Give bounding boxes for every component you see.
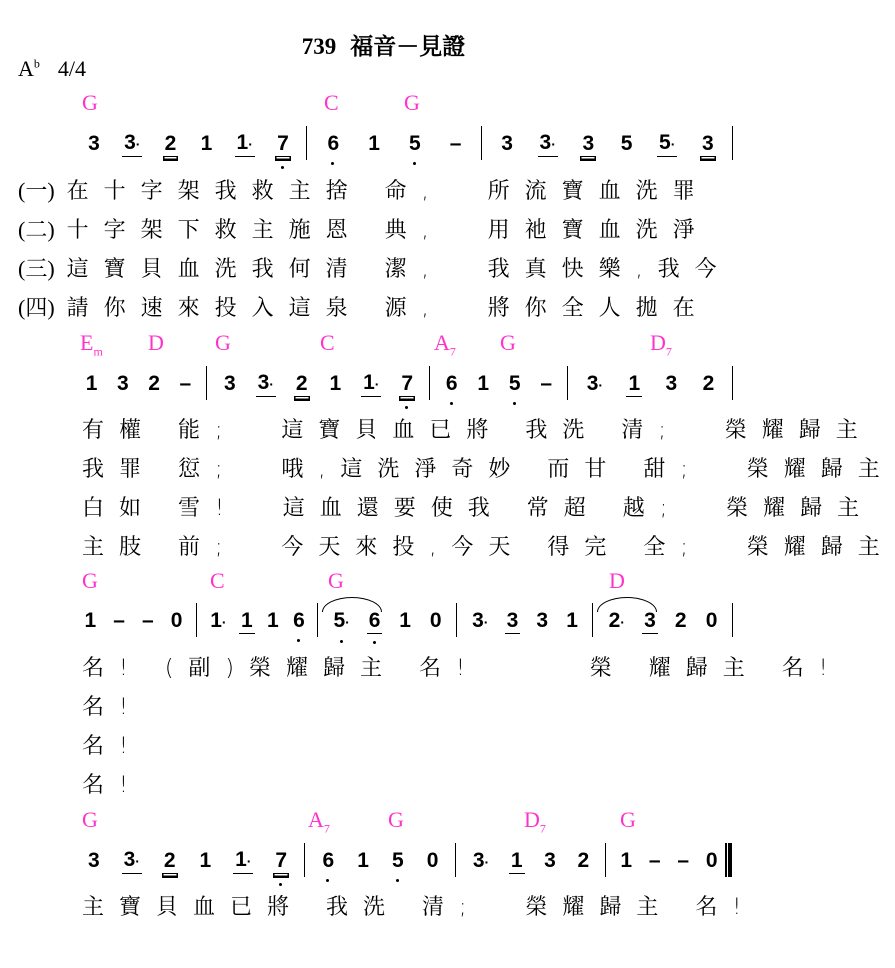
note-digit: 3 (472, 848, 485, 872)
note-digit: 2 (164, 131, 177, 155)
note (425, 849, 441, 873)
augmentation-dot: · (483, 613, 489, 630)
augmentation-dot: · (374, 376, 380, 392)
lyric-text: 有權 能; 這寶貝血已將 我洗 清; 榮耀歸主 (82, 418, 873, 443)
note (84, 372, 100, 396)
measure (456, 843, 606, 879)
note (294, 372, 310, 397)
note-digit: 1 (368, 132, 380, 155)
chord-root: C (210, 568, 225, 593)
key-signature (18, 56, 86, 82)
augmentation-dot: · (620, 613, 625, 630)
measure (197, 603, 318, 639)
note-digit: 1 (235, 848, 247, 871)
chord-symbol (650, 330, 672, 359)
note (580, 132, 596, 157)
augmentation-dot: · (345, 613, 350, 630)
low-octave-dot (340, 640, 343, 643)
measure (70, 603, 197, 639)
note (86, 849, 102, 873)
note (470, 609, 490, 634)
hymn-number: 739 (301, 34, 337, 59)
chord-symbol (215, 330, 231, 356)
chord-symbol (80, 330, 103, 359)
note (326, 132, 342, 156)
augmentation-dot: · (598, 376, 604, 393)
note (664, 372, 680, 396)
note-digit: 1 (477, 372, 490, 395)
measure (482, 126, 733, 162)
note (162, 849, 178, 874)
note (505, 609, 521, 634)
note-digit: 3 (223, 372, 236, 395)
note (647, 849, 663, 873)
measure (70, 126, 307, 162)
note (673, 609, 689, 633)
note-digit: 5 (409, 132, 421, 155)
lyric-line (18, 252, 732, 283)
note-digit: 6 (293, 609, 305, 632)
low-octave-dot (326, 879, 329, 882)
chord-symbol (324, 90, 339, 116)
note (122, 848, 142, 874)
measure (307, 126, 482, 162)
lyric-text: 白如 雪! 這血還要使我 常超 越; 榮耀歸主 (82, 496, 875, 521)
note-digit: 1 (240, 608, 253, 632)
note (585, 372, 605, 397)
note-digit: 1 (236, 131, 249, 154)
note (471, 849, 491, 874)
bar-line (732, 126, 734, 160)
note-digit: 2 (608, 608, 621, 632)
chord-root: G (500, 330, 516, 355)
note (701, 372, 717, 396)
chord-suffix: 7 (539, 821, 546, 836)
note-digit: 3 (665, 372, 678, 395)
chord-suffix: m (93, 344, 103, 359)
lyric-text: 主寶貝血已將 我洗 清; 榮耀歸主 名! (82, 895, 757, 920)
note (163, 132, 179, 157)
lyric-text: 請你速來投入這泉 源, 將你全人拋在 (66, 296, 710, 321)
note-digit: – (449, 132, 462, 155)
chord-symbol (328, 568, 344, 594)
lyric-text: 我罪 愆; 哦,這洗淨奇妙 而甘 甜; 榮耀歸主 (82, 457, 895, 482)
lyric-line (82, 768, 143, 799)
chord-root: E (80, 330, 94, 355)
lyric-line (82, 651, 843, 682)
measure (70, 366, 207, 402)
chord-symbol (500, 330, 516, 356)
augmentation-dot: · (269, 376, 274, 392)
note (399, 372, 415, 397)
note (704, 849, 720, 873)
bar-line (732, 366, 734, 400)
note-digit: – (113, 609, 125, 632)
note-digit: 0 (705, 609, 718, 632)
low-octave-dot (279, 883, 282, 886)
key-flat: b (33, 56, 40, 71)
augmentation-dot: · (221, 613, 227, 630)
lyric-text: 名! (82, 773, 143, 798)
note-digit: 3 (124, 131, 136, 154)
chord-root: C (320, 330, 335, 355)
note-digit: 0 (426, 849, 439, 872)
lyric-text: 名! (82, 695, 143, 720)
note (111, 609, 127, 633)
note (239, 609, 255, 634)
chord-symbol (434, 330, 456, 359)
chord-symbol (82, 90, 98, 116)
note (367, 609, 383, 634)
augmentation-dot: · (246, 853, 252, 869)
verse-label: (四) (18, 295, 55, 320)
note-digit: 3 (544, 849, 556, 872)
note-digit: 7 (277, 131, 289, 155)
note (273, 849, 289, 874)
note-digit: 3 (87, 849, 100, 872)
note-digit: 1 (620, 849, 633, 872)
chord-root: G (388, 807, 404, 832)
note-digit: 5 (333, 608, 346, 632)
measure (568, 366, 733, 402)
note-digit: 5 (508, 372, 521, 395)
note (233, 848, 253, 874)
measure (593, 603, 733, 639)
chord-symbol (609, 568, 625, 594)
note (265, 609, 281, 633)
verse-label: (一) (18, 178, 55, 203)
note (507, 372, 523, 396)
low-octave-dot (331, 162, 334, 165)
note (538, 131, 558, 157)
staff-line (70, 126, 733, 162)
note-digit: 2 (163, 848, 176, 872)
note (657, 131, 677, 157)
note (140, 609, 156, 633)
augmentation-dot: · (551, 136, 556, 152)
note-digit: 1 (210, 608, 222, 632)
augmentation-dot: · (135, 136, 141, 152)
low-octave-dot (513, 402, 516, 405)
note-digit: 2 (295, 371, 308, 395)
note (355, 849, 371, 873)
chord-root: G (82, 568, 98, 593)
low-octave-dot (413, 162, 416, 165)
note-digit: 3 (644, 608, 656, 632)
chord-symbol (82, 568, 98, 594)
note (626, 372, 642, 397)
chord-root: G (82, 90, 98, 115)
chord-symbol (404, 90, 420, 116)
note (256, 371, 276, 397)
staff-line (70, 603, 733, 639)
note-digit: 6 (445, 372, 458, 395)
note (390, 849, 406, 873)
chord-root: G (620, 807, 636, 832)
note-digit: 2 (674, 609, 687, 632)
chord-suffix: 7 (323, 821, 330, 836)
note (704, 609, 720, 633)
chord-symbol (210, 568, 225, 594)
chord-symbol (82, 807, 98, 833)
time-signature: 4/4 (57, 56, 87, 81)
note-digit: 1 (85, 372, 98, 395)
note-digit: 6 (322, 849, 335, 872)
note (197, 849, 213, 873)
note-digit: – (142, 609, 154, 632)
measure (430, 366, 568, 402)
chord-root: G (215, 330, 231, 355)
note-digit: 5 (659, 131, 671, 154)
note-digit: 1 (199, 849, 212, 872)
lyric-text: 這寶貝血洗我何清 潔, 我真快樂,我今 (66, 257, 732, 282)
note (86, 132, 102, 156)
low-octave-dot (396, 879, 399, 882)
note (618, 849, 634, 873)
measure (606, 843, 732, 879)
staff-line (70, 366, 733, 402)
chord-root: A (434, 330, 450, 355)
note (475, 372, 491, 396)
low-octave-dot (450, 402, 453, 405)
note-digit: 3 (123, 848, 136, 871)
note (542, 849, 558, 873)
lyric-line (82, 890, 756, 921)
low-octave-dot (281, 166, 284, 169)
note-digit: 1 (399, 609, 411, 632)
note-digit: 5 (620, 132, 633, 155)
note-digit: 2 (148, 372, 160, 395)
lyric-line (82, 452, 895, 483)
chord-root: D (609, 568, 625, 593)
note-digit: 3 (506, 608, 519, 632)
chord-symbol (524, 807, 546, 836)
note-digit: 1 (84, 609, 97, 632)
chord-root: D (148, 330, 164, 355)
note-digit: – (179, 372, 192, 395)
lyric-line (82, 413, 873, 444)
low-octave-dot (405, 406, 408, 409)
note (675, 849, 691, 873)
note (208, 609, 228, 634)
note (564, 609, 580, 633)
hymn-name: 福音－見證 (350, 34, 466, 59)
note (366, 132, 382, 156)
lyric-line (82, 491, 874, 522)
augmentation-dot: · (484, 853, 490, 870)
lyric-line (18, 174, 710, 205)
note-digit: 5 (392, 849, 404, 872)
note (575, 849, 591, 873)
measure (305, 843, 456, 879)
hymn-title (0, 28, 767, 61)
note (534, 609, 550, 633)
chord-root: D (650, 330, 666, 355)
note (222, 372, 238, 396)
chord-root: G (82, 807, 98, 832)
note-digit: 1 (566, 609, 578, 632)
lyric-text: 主肢 前; 今天來投,今天 得完 全; 榮耀歸主 (82, 535, 895, 560)
note (509, 849, 525, 874)
note (407, 132, 423, 156)
note (448, 132, 464, 156)
note-digit: 1 (329, 372, 342, 395)
note (444, 372, 460, 396)
note (169, 609, 185, 633)
chord-symbol (308, 807, 330, 836)
measure (70, 843, 305, 879)
note (331, 609, 351, 634)
note (642, 609, 658, 634)
verse-label: (三) (18, 256, 55, 281)
bar-line (732, 603, 734, 637)
note-digit: 1 (357, 849, 369, 872)
note-digit: 6 (368, 608, 381, 632)
note-digit: 3 (257, 371, 270, 394)
note (199, 132, 215, 156)
lyric-text: 名! (82, 734, 143, 759)
measure (318, 603, 457, 639)
chord-symbol (620, 807, 636, 833)
note (397, 609, 413, 633)
note (499, 132, 515, 156)
note-digit: 3 (117, 372, 129, 395)
augmentation-dot: · (670, 136, 676, 152)
note-digit: 0 (170, 609, 183, 632)
note-digit: 3 (582, 131, 595, 155)
augmentation-dot: · (248, 136, 253, 152)
note (428, 609, 444, 633)
note-digit: 1 (267, 609, 279, 632)
note-digit: 1 (628, 371, 641, 395)
note-digit: – (648, 849, 661, 872)
note (115, 372, 131, 396)
note-digit: 3 (586, 371, 599, 395)
note-digit: 7 (401, 371, 414, 395)
chord-root: C (324, 90, 339, 115)
note (619, 132, 635, 156)
measure (207, 366, 430, 402)
note (83, 609, 99, 633)
lyric-text: 名! (副)榮耀歸主 名! 榮 耀歸主 名! (82, 656, 843, 681)
chord-symbol (388, 807, 404, 833)
note (291, 609, 307, 633)
lyric-line (82, 690, 143, 721)
chord-root: A (308, 807, 324, 832)
low-octave-dot (373, 641, 376, 644)
note (122, 131, 142, 157)
chord-suffix: 7 (449, 344, 456, 359)
final-bar-line (728, 843, 732, 877)
note (361, 371, 381, 397)
lyric-line (18, 291, 710, 322)
note-digit: 3 (88, 132, 100, 155)
lyric-text: 十字架下救主施恩 典, 用祂寶血洗淨 (66, 218, 710, 243)
note-digit: 0 (429, 609, 442, 632)
note (275, 132, 291, 157)
note (178, 372, 194, 396)
note-digit: 1 (363, 371, 375, 394)
note-digit: 3 (536, 609, 549, 632)
chord-root: G (328, 568, 344, 593)
note-digit: 3 (472, 608, 484, 632)
note-digit: – (677, 849, 690, 872)
note-digit: 0 (705, 849, 718, 872)
lyric-line (82, 729, 143, 760)
chord-symbol (148, 330, 164, 356)
chord-root: G (404, 90, 420, 115)
note (235, 131, 255, 157)
measure (457, 603, 593, 639)
note-digit: 3 (539, 131, 552, 154)
note (700, 132, 716, 157)
note-digit: 2 (577, 849, 590, 872)
note-digit: – (540, 372, 553, 395)
note-digit: 1 (510, 848, 523, 872)
note (607, 609, 627, 634)
note (321, 849, 337, 873)
lyric-text: 在十字架我救主捨 命, 所流寶血洗罪 (66, 179, 710, 204)
key-note: A (18, 56, 34, 81)
note-digit: 2 (702, 372, 715, 395)
bar-line (725, 843, 727, 877)
verse-label: (二) (18, 217, 55, 242)
lyric-line (18, 213, 710, 244)
note-digit: 6 (327, 132, 340, 155)
staff-line (70, 843, 732, 879)
augmentation-dot: · (135, 853, 140, 869)
note-digit: 3 (501, 132, 513, 155)
note-digit: 3 (701, 131, 714, 155)
note-digit: 1 (200, 132, 213, 155)
note (538, 372, 554, 396)
note-digit: 7 (275, 848, 288, 872)
lyric-line (82, 530, 895, 561)
chord-symbol (320, 330, 335, 356)
note (146, 372, 162, 396)
chord-root: D (524, 807, 540, 832)
note (327, 372, 343, 396)
low-octave-dot (297, 639, 300, 642)
chord-suffix: 7 (665, 344, 672, 359)
